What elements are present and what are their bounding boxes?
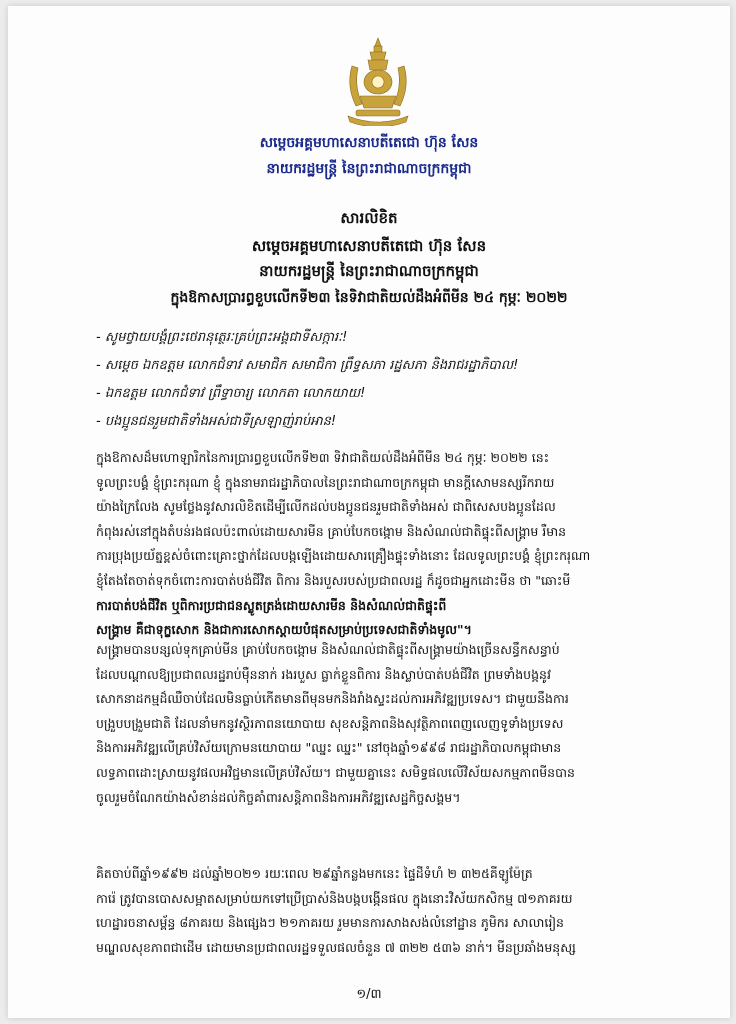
- document-type-title: សារលិខិត: [340, 209, 398, 227]
- royal-arms-emblem-icon: [338, 36, 418, 126]
- sender-title: នាយករដ្ឋមន្ត្រី នៃព្រះរាជាណាចក្រកម្ពុជា: [266, 161, 472, 177]
- greeting-item: - សូមថ្វាយបង្គំព្រះថេរានុត្ថេរៈគ្រប់ព្រះអង្គជាទីសក្ការៈ!: [96, 330, 348, 345]
- sender-name: សម្ដេចអគ្គមហាសេនាបតីតេជោ ហ៊ុន សែន: [259, 135, 479, 151]
- paragraph-line: បង្រួបបង្រួមជាតិ ដែលនាំមកនូវស្ថិរភាពនយោបាយ សុខសន្ដិភាពនិងសុវត្ថិភាពពេញលេញទូទាំងប្រទេស: [96, 715, 564, 731]
- paragraph-bold-line: ការបាត់បង់ជីវិត ឬពិការប្រជាជនស្លូតត្រង់ដោយសារមីន និងសំណល់ជាតិផ្ទុះពី: [96, 597, 447, 613]
- greetings-list: [96, 324, 696, 436]
- paragraph-line: លទ្ធភាពដោះស្រាយនូវផលអវិជ្ជមានលើគ្រប់វិស័យ។ ជាមួយគ្នានេះ សមិទ្ធផលលើវិស័យសកម្មភាពមីនបាន: [96, 764, 575, 780]
- paragraph-line: និងការអភិវឌ្ឍលើគ្រប់វិស័យក្រោមនយោបាយ "ឈ្នះ ឈ្នះ" នៅចុងឆ្នាំ១៩៩៨ រាជរដ្ឋាភិបាលកម្ពុជាមាន: [96, 740, 562, 756]
- title-line-4: ក្នុងឱកាសប្រារព្ធខួបលើកទី២៣ នៃទិវាជាតិយល់ដឹងអំពីមីន ២៤ កុម្ភៈ ២០២២: [170, 290, 568, 306]
- paragraph-line: ក្នុងឱកាសដ៏មហោឡារិកនៃការប្រារព្ធខួបលើកទី២៣ ទិវាជាតិយល់ដឹងអំពីមីន ២៤ កុម្ភៈ ២០២២ នេះ: [96, 450, 550, 465]
- letter-page: [8, 6, 730, 1018]
- paragraph-line: សោកនាដកម្មដ៏ឈឺចាប់ដែលមិនធ្លាប់កើតមានពីមុនមកនិងរាំងស្ទះដល់ការអភិវឌ្ឍប្រទេស។ ជាមួយនឹងការ: [96, 691, 569, 707]
- paragraph-line: យ៉ាងក្រៃលែង សូមថ្លែងនូវសារលិខិតដើម្បីលើកដល់បងប្អូនជនរួមជាតិទាំងអស់ ជាពិសេសបងប្អូនដែល: [96, 499, 556, 515]
- paragraph-line: ដែលបណ្ដាលឱ្យប្រជាពលរដ្ឋរាប់ម៉ឺននាក់ រងរបួស ធ្លាក់ខ្លួនពិការ និងស្លាប់បាត់បង់ជីវិត ព្រមទាំងបង្កនូវ: [96, 666, 551, 682]
- greeting-item: - បងប្អូនជនរួមជាតិទាំងអស់ជាទីស្រឡាញ់រាប់អាន!: [96, 414, 337, 429]
- paragraph-bold-line: សង្គ្រាម គឺជាទុក្ខសោក និងជាការសោកស្ដាយបំផុតសម្រាប់ប្រទេសជាតិទាំងមូល"។: [96, 622, 472, 638]
- paragraph-2: [96, 638, 708, 810]
- title-line-2: សម្ដេចអគ្គមហាសេនាបតីតេជោ ហ៊ុន សែន: [251, 237, 487, 255]
- paragraph-3: [96, 862, 708, 960]
- title-line-3: នាយករដ្ឋមន្ត្រី នៃព្រះរាជាណាចក្រកម្ពុជា: [259, 262, 479, 280]
- paragraph-line: ទូលព្រះបង្គំ ខ្ញុំព្រះករុណា ខ្ញុំ ក្នុងនាមរាជរដ្ឋាភិបាលនៃព្រះរាជាណាចក្រកម្ពុជា មានក្ដីសោមនស្សរីករាយ: [96, 474, 555, 490]
- paragraph-line: មណ្ឌលសុខភាពជាដើម ដោយមានប្រជាពលរដ្ឋទទួលផលចំនួន ៧ ៣២២ ៥៣៦ នាក់។ មីនប្រឆាំងមនុស្ស: [96, 939, 576, 955]
- paragraph-line: សង្គ្រាមបានបន្សល់ទុកគ្រាប់មីន គ្រាប់បែកចង្កោម និងសំណល់ជាតិផ្ទុះពីសង្គ្រាមយ៉ាងច្រើនសន្ធឹកសន្ធាប់: [96, 642, 560, 657]
- paragraph-line: ការ៉េ ត្រូវបានបោសសម្អាតសម្រាប់យកទៅប្រើប្រាស់និងបង្កបង្កើនផល ក្នុងនោះវិស័យកសិកម្ម ៧១ភាគរយ: [96, 890, 573, 906]
- paragraph-line: ការប្រុងប្រយ័ត្នខ្ពស់ចំពោះគ្រោះថ្នាក់ដែលបង្កឡើងដោយសារគ្រឿងផ្ទុះទាំងនោះ ដែលទូលព្រះបង្គំ ខ្ញុំព្រះករុណា: [96, 548, 591, 564]
- greeting-item: - សម្ដេច ឯកឧត្ដម លោកជំទាវ សមាជិក សមាជិកា ព្រឹទ្ធសភា រដ្ឋសភា និងរាជរដ្ឋាភិបាល!: [96, 358, 519, 373]
- paragraph-line: កំពុងរស់នៅក្នុងតំបន់រងផលប៉ះពាល់ដោយសារមីន គ្រាប់បែកចង្កោម និងសំណល់ជាតិផ្ទុះពីសង្គ្រាម រឺមាន: [96, 523, 567, 539]
- paragraph-1: [96, 446, 708, 643]
- paragraph-line: ចូលរួមចំណែកយ៉ាងសំខាន់ដល់កិច្ចគាំពារសន្ដិភាពនិងការអភិវឌ្ឍសេដ្ឋកិច្ចសង្គម។: [96, 789, 461, 805]
- paragraph-line: គិតចាប់ពីឆ្នាំ១៩៩២ ដល់ឆ្នាំ២០២១ រយៈពេល ២៩ឆ្នាំកន្លងមកនេះ ផ្ទៃដីទំហំ ២ ៣២៥គីឡូម៉ែត្រ: [96, 866, 533, 881]
- page-number: ១/៣: [356, 987, 382, 1002]
- paragraph-line: ខ្ញុំតែងតែចាត់ទុកចំពោះការបាត់បង់ជីវិត ពិការ និងរបួសរបស់ប្រជាពលរដ្ឋ ក៏ដូចជាអ្នកដោះមីន ថា "ឆោះមី: [96, 572, 571, 588]
- paragraph-line: ហេដ្ឋារចនាសម្ព័ន្ធ ៨ភាគរយ និងផ្សេងៗ ២១ភាគរយ រួមមានការសាងសង់លំនៅដ្ឋាន ភូមិករ សាលារៀន: [96, 915, 564, 931]
- greeting-item: - ឯកឧត្ដម លោកជំទាវ ព្រឹទ្ធាចារ្យ លោកតា លោកយាយ!: [96, 386, 366, 401]
